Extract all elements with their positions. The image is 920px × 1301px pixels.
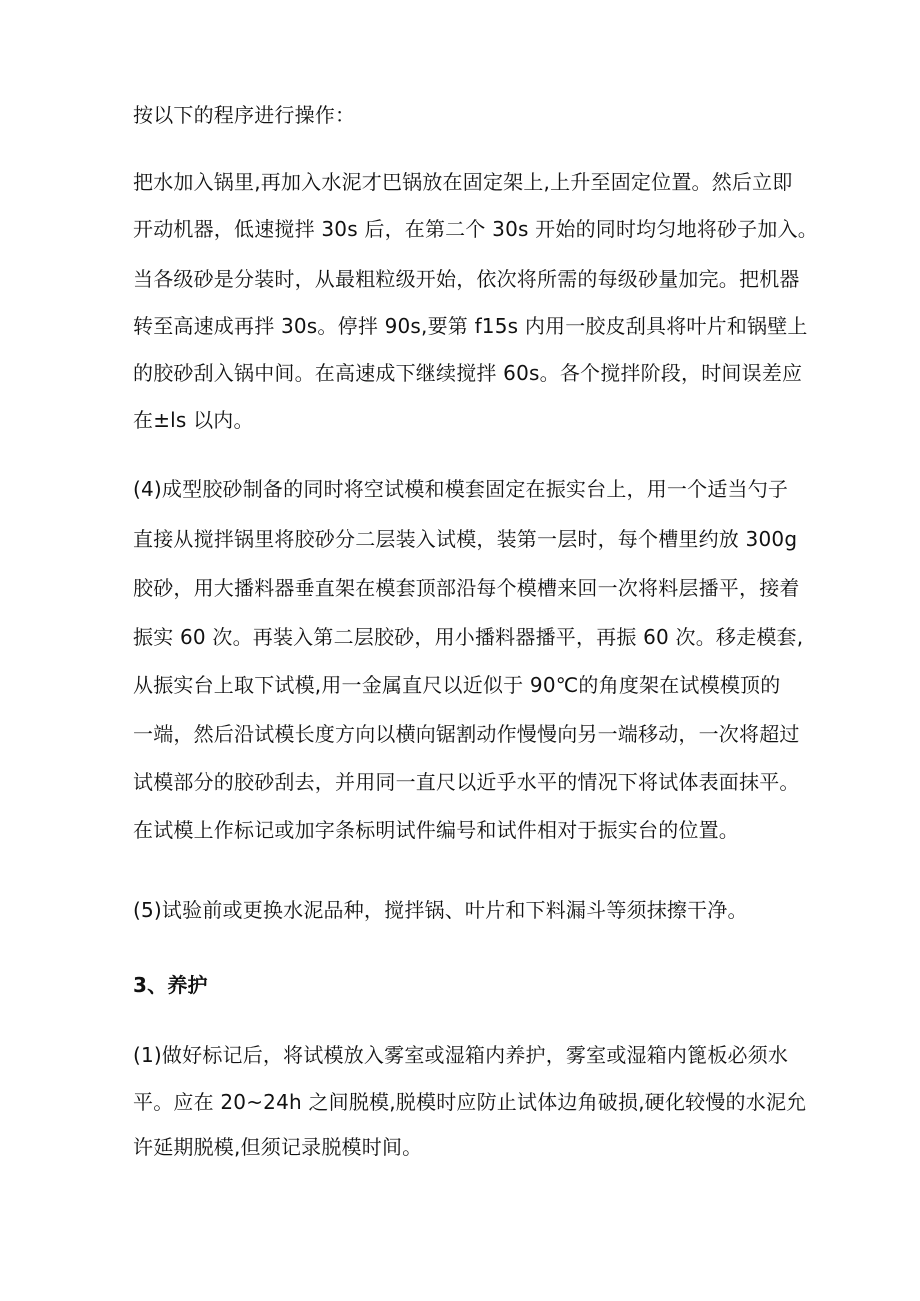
intro-text: 按以下的程序进行操作： xyxy=(133,103,356,127)
para2-line-4: 振实 60 次。再装入第二层胶砂，用小播料器播平，再振 60 次。移走模套, xyxy=(133,625,804,649)
para2-line-6: 一端，然后沿试模长度方向以横向锯割动作慢慢向另一端移动，一次将超过 xyxy=(133,722,800,746)
para1-line-3: 当各级砂是分装时，从最粗粒级开始，依次将所需的每级砂量加完。把机器 xyxy=(133,267,800,291)
para1-line-4: 转至高速成再拌 30s。停拌 90s,要第 f15s 内用一胶皮刮具将叶片和锅壁上 xyxy=(133,314,808,338)
para1-line-1: 把水加入锅里,再加入水泥才巴锅放在固定架上,上升至固定位置。然后立即 xyxy=(133,170,793,194)
para2-line-3: 胶砂，用大播料器垂直架在模套顶部沿每个模槽来回一次将料层播平，接着 xyxy=(133,576,800,600)
para1-line-6: 在±ls 以内。 xyxy=(133,408,254,432)
para2-line-7: 试模部分的胶砂刮去，并用同一直尺以近乎水平的情况下将试体表面抹平。 xyxy=(133,770,800,794)
para2-line-8: 在试模上作标记或加字条标明试件编号和试件相对于振实台的位置。 xyxy=(133,818,739,842)
para4-line-1: (1)做好标记后，将试模放入雾室或湿箱内养护，雾室或湿箱内篦板必须水 xyxy=(133,1043,789,1067)
section-heading: 3、养护 xyxy=(133,973,208,997)
para4-line-3: 许延期脱模,但须记录脱模时间。 xyxy=(133,1135,423,1159)
para1-line-5: 的胶砂刮入锅中间。在高速成下继续搅拌 60s。各个搅拌阶段，时间误差应 xyxy=(133,361,803,385)
para2-line-5: 从振实台上取下试模,用一金属直尺以近似于 90℃的角度架在试模模顶的 xyxy=(133,673,781,697)
para1-line-2: 开动机器，低速搅拌 30s 后，在第二个 30s 开始的同时均匀地将砂子加入。 xyxy=(133,217,818,241)
para2-line-1: (4)成型胶砂制备的同时将空试模和模套固定在振实台上，用一个适当勺子 xyxy=(133,477,789,501)
para4-line-2: 平。应在 20~24h 之间脱模,脱模时应防止试体边角破损,硬化较慢的水泥允 xyxy=(133,1090,807,1114)
para3-text: (5)试验前或更换水泥品种，搅拌锅、叶片和下料漏斗等须抹擦干净。 xyxy=(133,898,748,922)
para2-line-2: 直接从搅拌锅里将胶砂分二层装入试模，装第一层时，每个槽里约放 300g xyxy=(133,527,798,551)
